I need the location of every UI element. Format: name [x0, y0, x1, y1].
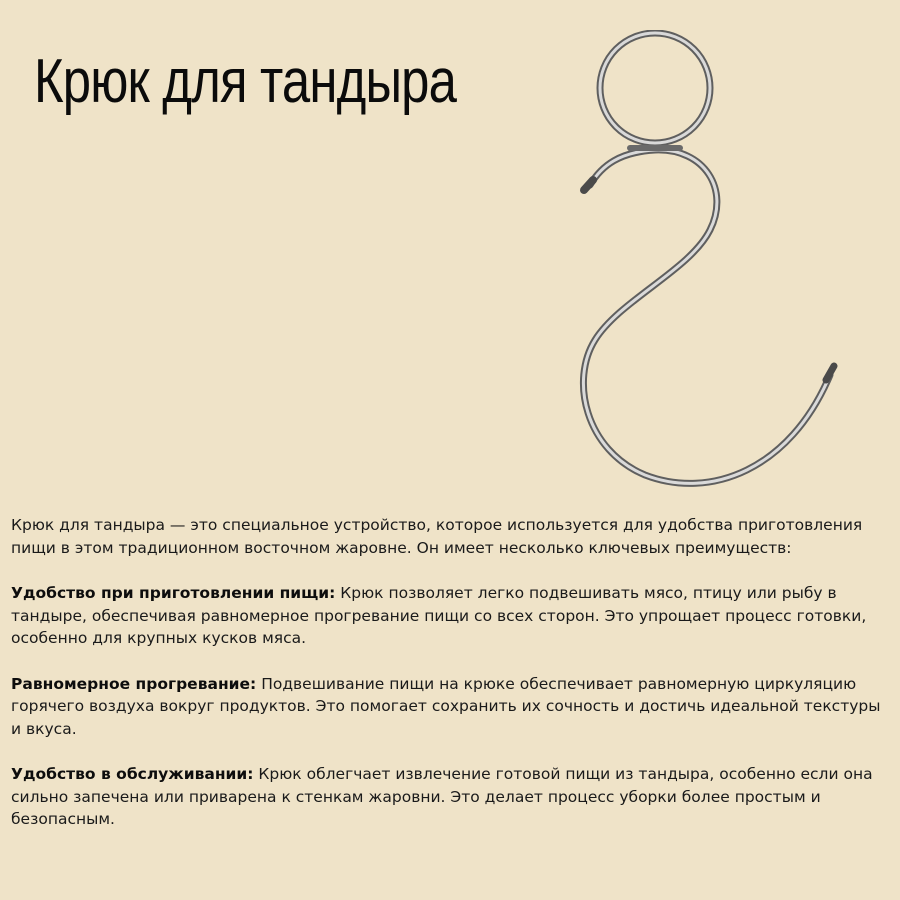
hook-body: [583, 148, 830, 483]
benefit-paragraph: [11, 673, 891, 741]
benefit-heading: Удобство в обслуживании:: [11, 765, 254, 783]
benefit-paragraph: [11, 763, 891, 831]
benefit-heading: Равномерное прогревание:: [11, 674, 257, 693]
benefit-text: Крюк облегчает извлечение готовой пищи из тандыра, особенно если она сильно запечена или приварена к стенкам жаровни. Это делает процесс уборки более простым и безопасным.: [11, 765, 873, 828]
benefit-heading: Удобство при приготовлении пищи:: [11, 584, 336, 602]
hook-tip-point: [826, 366, 834, 380]
page-title: Крюк для тандыра: [34, 47, 457, 116]
hook-tip-top: [584, 180, 593, 190]
description: [11, 514, 891, 854]
benefit-paragraph: [11, 582, 891, 650]
hook-ring: [600, 33, 710, 143]
benefit-text: Крюк позволяет легко подвешивать мясо, птицу или рыбу в тандыре, обеспечивая равномерное прогревание пищи со всех сторон. Это упрощает процесс готовки, особенно для крупных кусков мяса.: [11, 584, 867, 647]
tandoor-hook-image: [560, 30, 860, 500]
intro-paragraph: Крюк для тандыра — это специальное устройство, которое используется для удобства приготовления пищи в этом традиционном восточном жаровне. Он имеет несколько ключевых преимуществ:: [11, 516, 863, 557]
benefit-text: Подвешивание пищи на крюке обеспечивает равномерную циркуляцию горячего воздуха вокруг продуктов. Это помогает сохранить их сочность и достичь идеальной текстуры и вкуса.: [11, 674, 881, 738]
